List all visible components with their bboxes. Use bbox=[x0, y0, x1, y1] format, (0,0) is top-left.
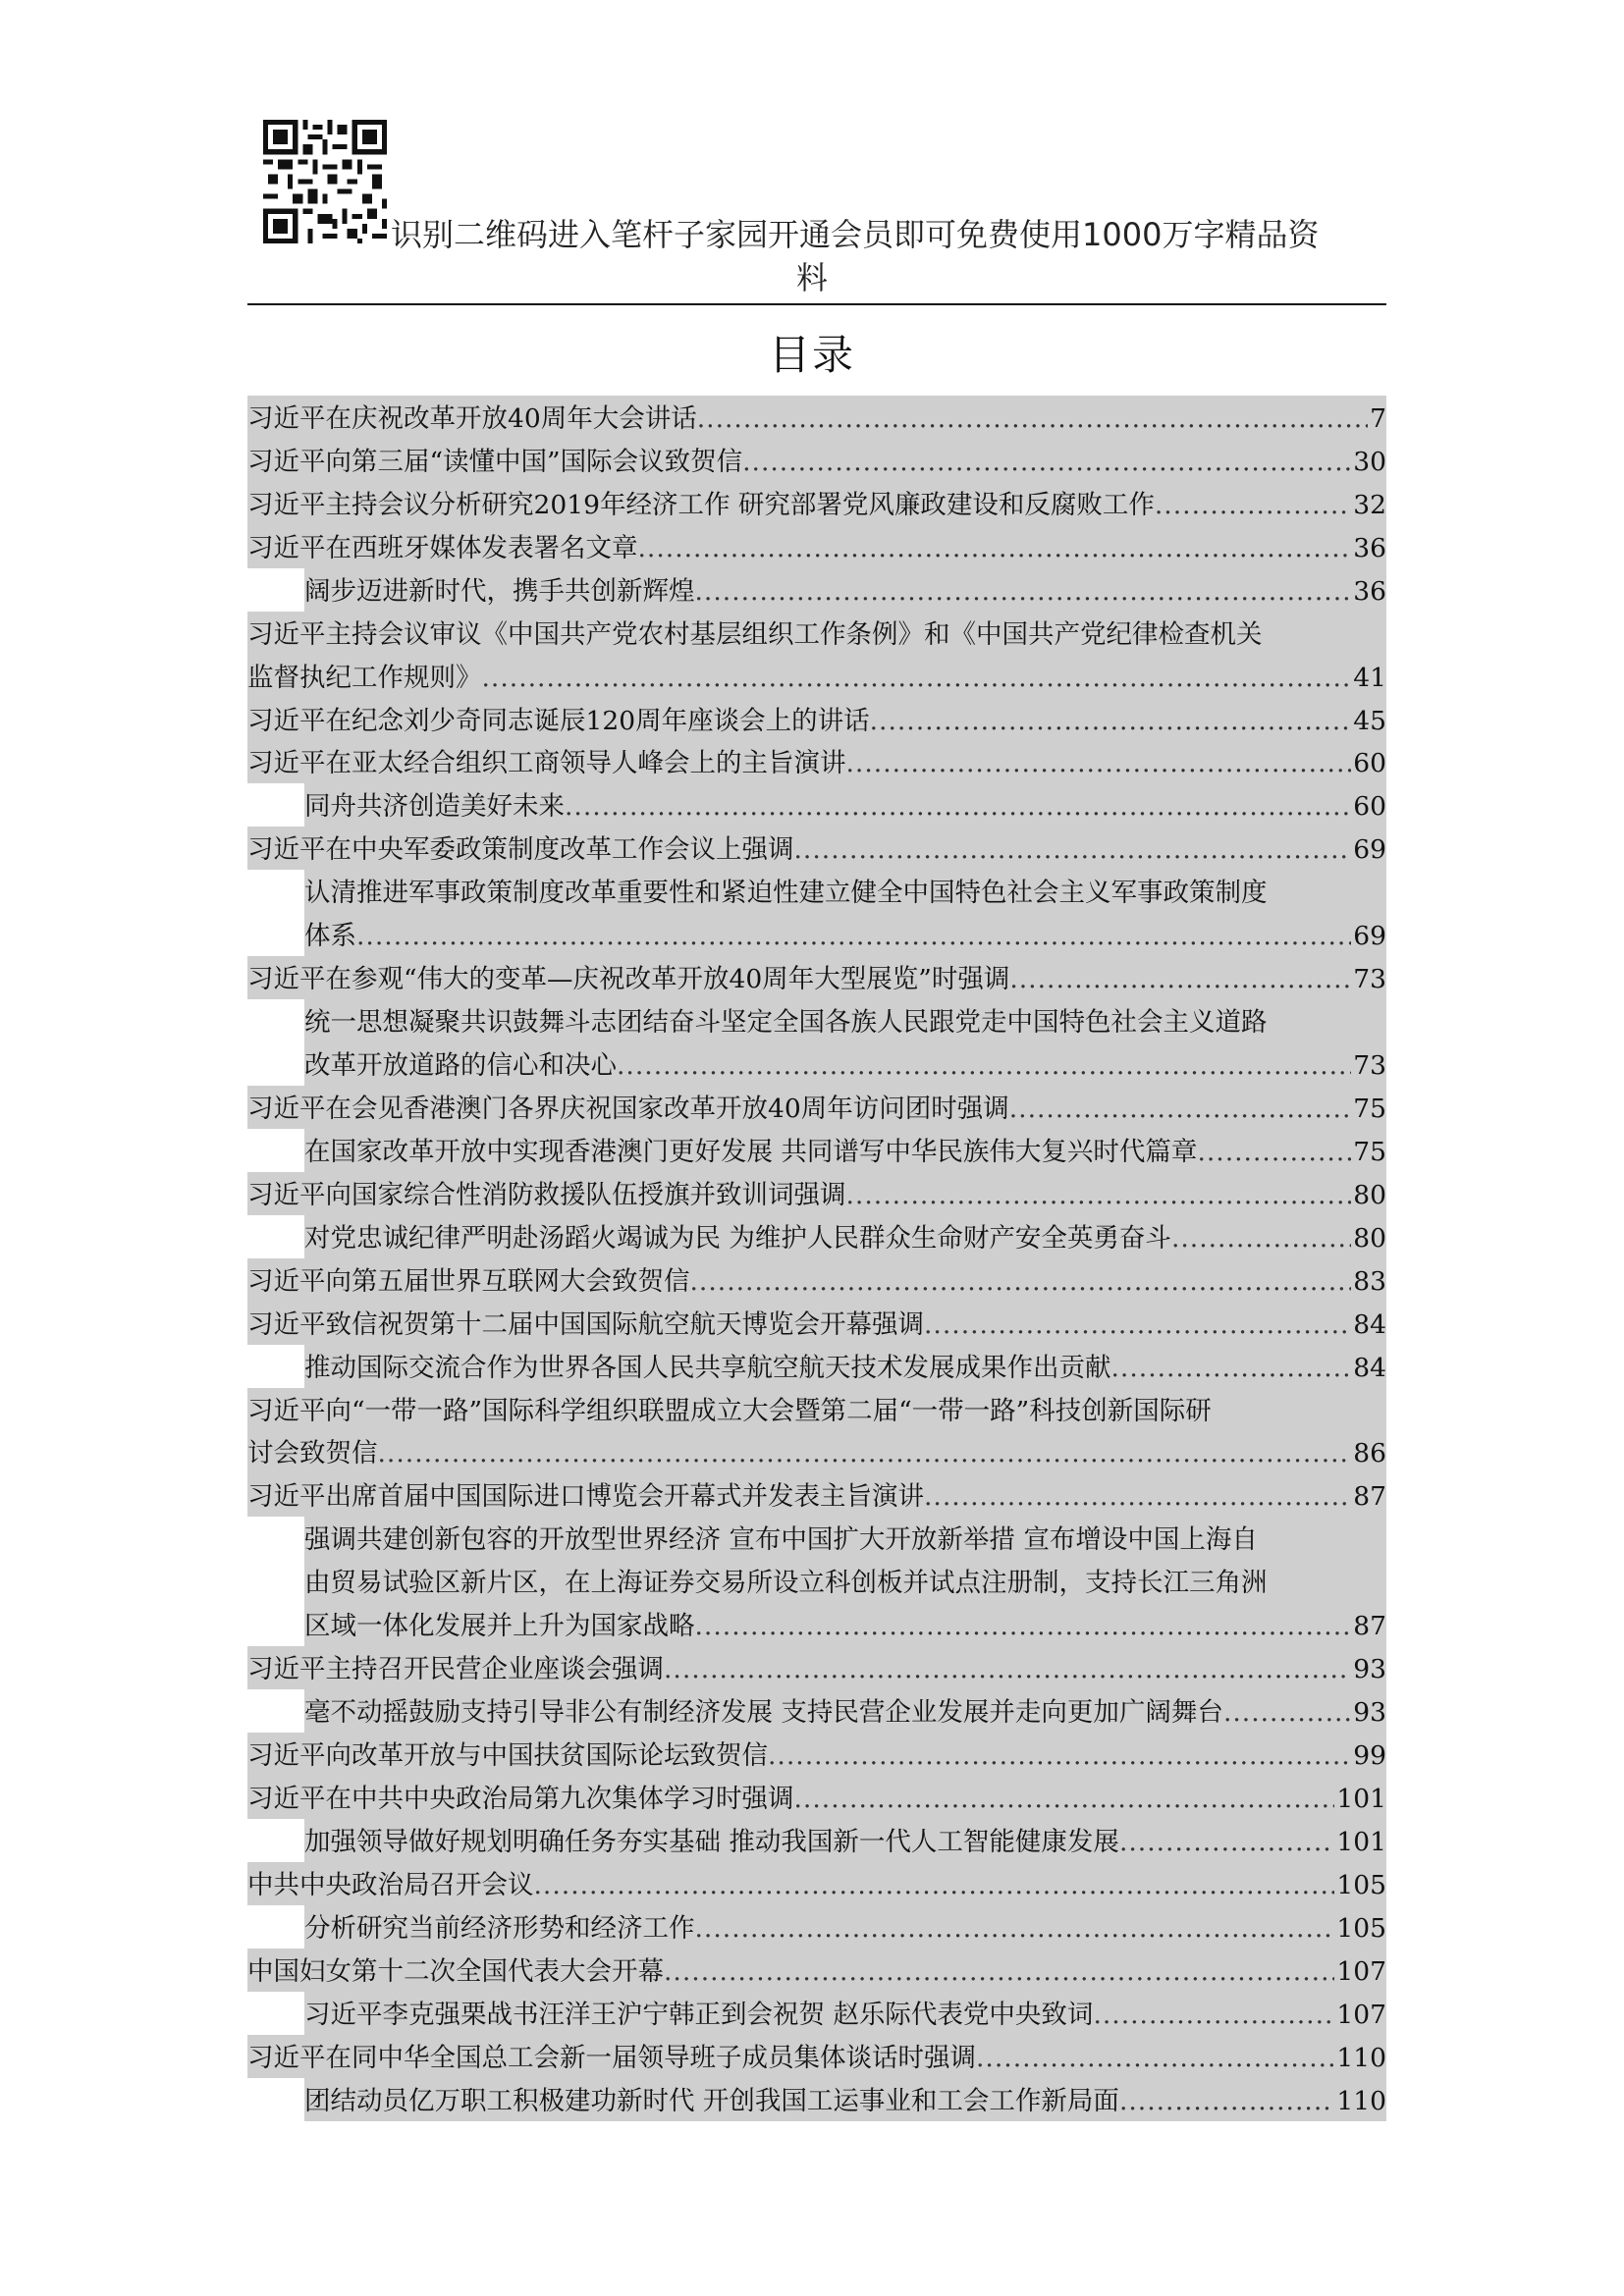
toc-entry[interactable] bbox=[247, 482, 1386, 525]
toc-entry[interactable] bbox=[247, 525, 1386, 568]
toc-entry[interactable] bbox=[247, 655, 1386, 698]
toc-entry-title: 讨会致贺信 bbox=[247, 1438, 378, 1469]
toc-page-number: 105 bbox=[1336, 1912, 1386, 1944]
toc-page-number: 93 bbox=[1353, 1697, 1386, 1729]
toc-leader-dots bbox=[924, 1479, 1351, 1515]
toc-leader-dots bbox=[1093, 1998, 1334, 2033]
toc-page-number: 60 bbox=[1353, 791, 1386, 823]
toc-entry-title: 习近平在庆祝改革开放40周年大会讲话 bbox=[247, 402, 697, 434]
toc-entry[interactable] bbox=[247, 439, 1386, 482]
toc-entry[interactable] bbox=[247, 1302, 1386, 1345]
toc-entry-title: 由贸易试验区新片区，在上海证券交易所设立科创板并试点注册制，支持长江三角洲 bbox=[304, 1568, 1268, 1599]
toc-entry-title: 习近平向“一带一路”国际科学组织联盟成立大会暨第二届“一带一路”科技创新国际研 bbox=[247, 1395, 1212, 1426]
toc-leader-dots bbox=[638, 531, 1352, 566]
toc-page-number: 73 bbox=[1353, 964, 1386, 995]
toc-leader-dots bbox=[664, 1652, 1351, 1687]
toc-entry-title: 习近平向第三届“读懂中国”国际会议致贺信 bbox=[247, 446, 743, 477]
toc-entry[interactable] bbox=[304, 1560, 1386, 1603]
toc-entry-title: 习近平在纪念刘少奇同志诞辰120周年座谈会上的讲话 bbox=[247, 705, 870, 736]
toc-entry-title: 中国妇女第十二次全国代表大会开幕 bbox=[247, 1955, 664, 1987]
toc-leader-dots bbox=[1119, 1825, 1334, 1860]
toc-entry-title: 推动国际交流合作为世界各国人民共享航空航天技术发展成果作出贡献 bbox=[304, 1352, 1111, 1383]
toc-leader-dots bbox=[1119, 2084, 1334, 2119]
toc-page-number: 110 bbox=[1336, 2085, 1386, 2116]
toc-leader-dots bbox=[742, 445, 1351, 480]
toc-entry[interactable] bbox=[304, 1129, 1386, 1172]
toc-entry[interactable] bbox=[304, 1042, 1386, 1086]
toc-entry[interactable] bbox=[304, 1215, 1386, 1258]
toc-entry[interactable] bbox=[247, 1733, 1386, 1776]
toc-entry[interactable] bbox=[304, 783, 1386, 827]
toc-page-number: 69 bbox=[1353, 834, 1386, 866]
toc-page-number: 75 bbox=[1353, 1093, 1386, 1124]
toc-entry[interactable] bbox=[304, 913, 1386, 956]
toc-leader-dots bbox=[1009, 962, 1351, 997]
toc-page-number: 45 bbox=[1353, 705, 1386, 736]
toc-entry-title: 强调共建创新包容的开放型世界经济 宣布中国扩大开放新举措 宣布增设中国上海自 bbox=[304, 1524, 1258, 1556]
toc-entry-title: 习近平致信祝贺第十二届中国国际航空航天博览会开幕强调 bbox=[247, 1308, 924, 1340]
toc-page-number: 87 bbox=[1353, 1481, 1386, 1513]
toc-entry-title: 习近平向国家综合性消防救援队伍授旗并致训词强调 bbox=[247, 1179, 846, 1210]
toc-leader-dots bbox=[976, 2041, 1334, 2076]
toc-entry-title: 习近平向第五届世界互联网大会致贺信 bbox=[247, 1265, 690, 1297]
toc-entry[interactable] bbox=[247, 698, 1386, 741]
toc-leader-dots bbox=[1111, 1351, 1352, 1386]
toc-entry-title: 习近平李克强栗战书汪洋王沪宁韩正到会祝贺 赵乐际代表党中央致词 bbox=[304, 1999, 1094, 2030]
toc-leader-dots bbox=[695, 1911, 1335, 1947]
toc-page-number: 101 bbox=[1336, 1826, 1386, 1857]
toc-leader-dots bbox=[846, 1178, 1352, 1213]
qr-code-icon bbox=[263, 120, 387, 243]
toc-entry-title: 中共中央政治局召开会议 bbox=[247, 1869, 534, 1900]
toc-entry[interactable] bbox=[247, 1776, 1386, 1819]
toc-entry-title: 阔步迈进新时代，携手共创新辉煌 bbox=[304, 575, 695, 607]
toc-leader-dots bbox=[924, 1308, 1351, 1343]
toc-leader-dots bbox=[695, 574, 1352, 610]
toc-leader-dots bbox=[846, 746, 1352, 781]
toc-entry[interactable] bbox=[247, 956, 1386, 999]
toc-entry-title: 习近平在中央军委政策制度改革工作会议上强调 bbox=[247, 834, 794, 866]
toc-leader-dots bbox=[697, 401, 1368, 437]
toc-entry-title: 同舟共济创造美好未来 bbox=[304, 791, 565, 823]
toc-entry[interactable] bbox=[304, 568, 1386, 612]
toc-page-number: 87 bbox=[1353, 1611, 1386, 1642]
toc-leader-dots bbox=[534, 1868, 1335, 1903]
toc-entry-title: 改革开放道路的信心和决心 bbox=[304, 1050, 617, 1081]
toc-entry[interactable] bbox=[247, 1086, 1386, 1129]
toc-page-number: 69 bbox=[1353, 921, 1386, 952]
toc-entry-title: 习近平出席首届中国国际进口博览会开幕式并发表主旨演讲 bbox=[247, 1481, 924, 1513]
toc-leader-dots bbox=[482, 661, 1352, 696]
toc-page-number: 7 bbox=[1370, 402, 1386, 434]
toc-leader-dots bbox=[695, 1609, 1352, 1644]
toc-entry[interactable] bbox=[247, 827, 1386, 870]
toc-entry[interactable] bbox=[247, 2035, 1386, 2078]
toc-entry[interactable] bbox=[247, 1388, 1386, 1431]
toc-leader-dots bbox=[1197, 1135, 1351, 1170]
toc-entry-title: 区域一体化发展并上升为国家战略 bbox=[304, 1611, 695, 1642]
toc-entry-title: 习近平在会见香港澳门各界庆祝国家改革开放40周年访问团时强调 bbox=[247, 1093, 1009, 1124]
promo-banner-text-continued: 料 bbox=[795, 259, 828, 296]
toc-page-number: 36 bbox=[1353, 532, 1386, 563]
toc-page-number: 75 bbox=[1353, 1136, 1386, 1167]
toc-entry-title: 认清推进军事政策制度改革重要性和紧迫性建立健全中国特色社会主义军事政策制度 bbox=[304, 878, 1268, 909]
toc-entry-title: 监督执纪工作规则》 bbox=[247, 662, 482, 693]
toc-page-number: 86 bbox=[1353, 1438, 1386, 1469]
toc-leader-dots bbox=[1171, 1221, 1351, 1256]
toc-page-number: 110 bbox=[1336, 2042, 1386, 2073]
toc-entry[interactable] bbox=[247, 1172, 1386, 1215]
toc-entry-title: 体系 bbox=[304, 921, 356, 952]
toc-entry-title: 毫不动摇鼓励支持引导非公有制经济发展 支持民营企业发展并走向更加广阔舞台 bbox=[304, 1697, 1223, 1729]
toc-leader-dots bbox=[664, 1954, 1334, 1990]
toc-page-number: 84 bbox=[1353, 1308, 1386, 1340]
toc-page-number: 84 bbox=[1353, 1352, 1386, 1383]
toc-leader-dots bbox=[690, 1264, 1352, 1300]
toc-entry[interactable] bbox=[304, 1689, 1386, 1733]
toc-entry[interactable] bbox=[304, 1819, 1386, 1862]
toc-entry[interactable] bbox=[304, 1905, 1386, 1949]
toc-entry[interactable] bbox=[304, 1603, 1386, 1646]
toc-leader-dots bbox=[794, 832, 1352, 868]
toc-page-number: 73 bbox=[1353, 1050, 1386, 1081]
toc-entry[interactable] bbox=[247, 396, 1386, 439]
toc-leader-dots bbox=[870, 704, 1352, 739]
toc-page-number: 107 bbox=[1336, 1955, 1386, 1987]
page-title: 目录 bbox=[768, 331, 855, 379]
promo-banner-text: 识别二维码进入笔杆子家园开通会员即可免费使用1000万字精品资 bbox=[391, 216, 1320, 253]
toc-page-number: 83 bbox=[1353, 1265, 1386, 1297]
toc-leader-dots bbox=[617, 1048, 1351, 1084]
toc-entry[interactable] bbox=[247, 1258, 1386, 1302]
toc-entry-title: 在国家改革开放中实现香港澳门更好发展 共同谱写中华民族伟大复兴时代篇章 bbox=[304, 1136, 1198, 1167]
toc-entry-title: 习近平主持会议分析研究2019年经济工作 研究部署党风廉政建设和反腐败工作 bbox=[247, 489, 1155, 520]
toc-entry[interactable] bbox=[304, 2078, 1386, 2121]
toc-entry[interactable] bbox=[247, 1862, 1386, 1905]
toc-leader-dots bbox=[768, 1738, 1351, 1774]
header-divider bbox=[247, 303, 1386, 305]
toc-entry[interactable] bbox=[304, 1992, 1386, 2035]
toc-entry-title: 加强领导做好规划明确任务夯实基础 推动我国新一代人工智能健康发展 bbox=[304, 1826, 1119, 1857]
toc-page-number: 36 bbox=[1353, 575, 1386, 607]
toc-page-number: 107 bbox=[1336, 1999, 1386, 2030]
toc-entry[interactable] bbox=[304, 1517, 1386, 1560]
toc-page-number: 80 bbox=[1353, 1179, 1386, 1210]
toc-page-number: 105 bbox=[1336, 1869, 1386, 1900]
toc-page-number: 60 bbox=[1353, 748, 1386, 779]
toc-entry[interactable] bbox=[304, 870, 1386, 913]
toc-leader-dots bbox=[378, 1436, 1352, 1471]
toc-page-number: 101 bbox=[1336, 1783, 1386, 1814]
toc-entry[interactable] bbox=[247, 1473, 1386, 1517]
toc-entry-title: 习近平在参观“伟大的变革—庆祝改革开放40周年大型展览”时强调 bbox=[247, 964, 1010, 995]
toc-entry-title: 分析研究当前经济形势和经济工作 bbox=[304, 1912, 695, 1944]
toc-entry-title: 习近平在同中华全国总工会新一届领导班子成员集体谈话时强调 bbox=[247, 2042, 976, 2073]
toc-entry[interactable] bbox=[247, 1431, 1386, 1474]
toc-entry-title: 统一思想凝聚共识鼓舞斗志团结奋斗坚定全国各族人民跟党走中国特色社会主义道路 bbox=[304, 1007, 1268, 1039]
toc-page-number: 80 bbox=[1353, 1222, 1386, 1254]
toc-entry-title: 习近平主持会议审议《中国共产党农村基层组织工作条例》和《中国共产党纪律检查机关 bbox=[247, 618, 1263, 650]
table-of-contents bbox=[247, 396, 1386, 2121]
toc-entry[interactable] bbox=[247, 612, 1386, 655]
toc-leader-dots bbox=[1223, 1695, 1351, 1731]
toc-entry[interactable] bbox=[304, 1345, 1386, 1388]
toc-entry-title: 习近平在中共中央政治局第九次集体学习时强调 bbox=[247, 1783, 794, 1814]
toc-entry-title: 习近平向改革开放与中国扶贫国际论坛致贺信 bbox=[247, 1740, 768, 1771]
toc-entry[interactable] bbox=[247, 1949, 1386, 1992]
toc-page-number: 93 bbox=[1353, 1654, 1386, 1685]
toc-leader-dots bbox=[1009, 1092, 1352, 1127]
toc-page-number: 99 bbox=[1353, 1740, 1386, 1771]
toc-entry-title: 习近平在西班牙媒体发表署名文章 bbox=[247, 532, 638, 563]
toc-page-number: 32 bbox=[1353, 489, 1386, 520]
toc-entry[interactable] bbox=[247, 1646, 1386, 1689]
toc-leader-dots bbox=[794, 1782, 1335, 1817]
toc-entry-title: 习近平在亚太经合组织工商领导人峰会上的主旨演讲 bbox=[247, 748, 846, 779]
toc-entry-title: 团结动员亿万职工积极建功新时代 开创我国工运事业和工会工作新局面 bbox=[304, 2085, 1119, 2116]
toc-entry[interactable] bbox=[247, 741, 1386, 784]
toc-entry-title: 习近平主持召开民营企业座谈会强调 bbox=[247, 1654, 664, 1685]
toc-leader-dots bbox=[565, 789, 1351, 825]
toc-leader-dots bbox=[1155, 488, 1351, 523]
toc-entry-title: 对党忠诚纪律严明赴汤蹈火竭诚为民 为维护人民群众生命财产安全英勇奋斗 bbox=[304, 1222, 1171, 1254]
toc-page-number: 30 bbox=[1353, 446, 1386, 477]
toc-page-number: 41 bbox=[1353, 662, 1386, 693]
toc-entry[interactable] bbox=[304, 999, 1386, 1042]
toc-leader-dots bbox=[356, 919, 1351, 954]
